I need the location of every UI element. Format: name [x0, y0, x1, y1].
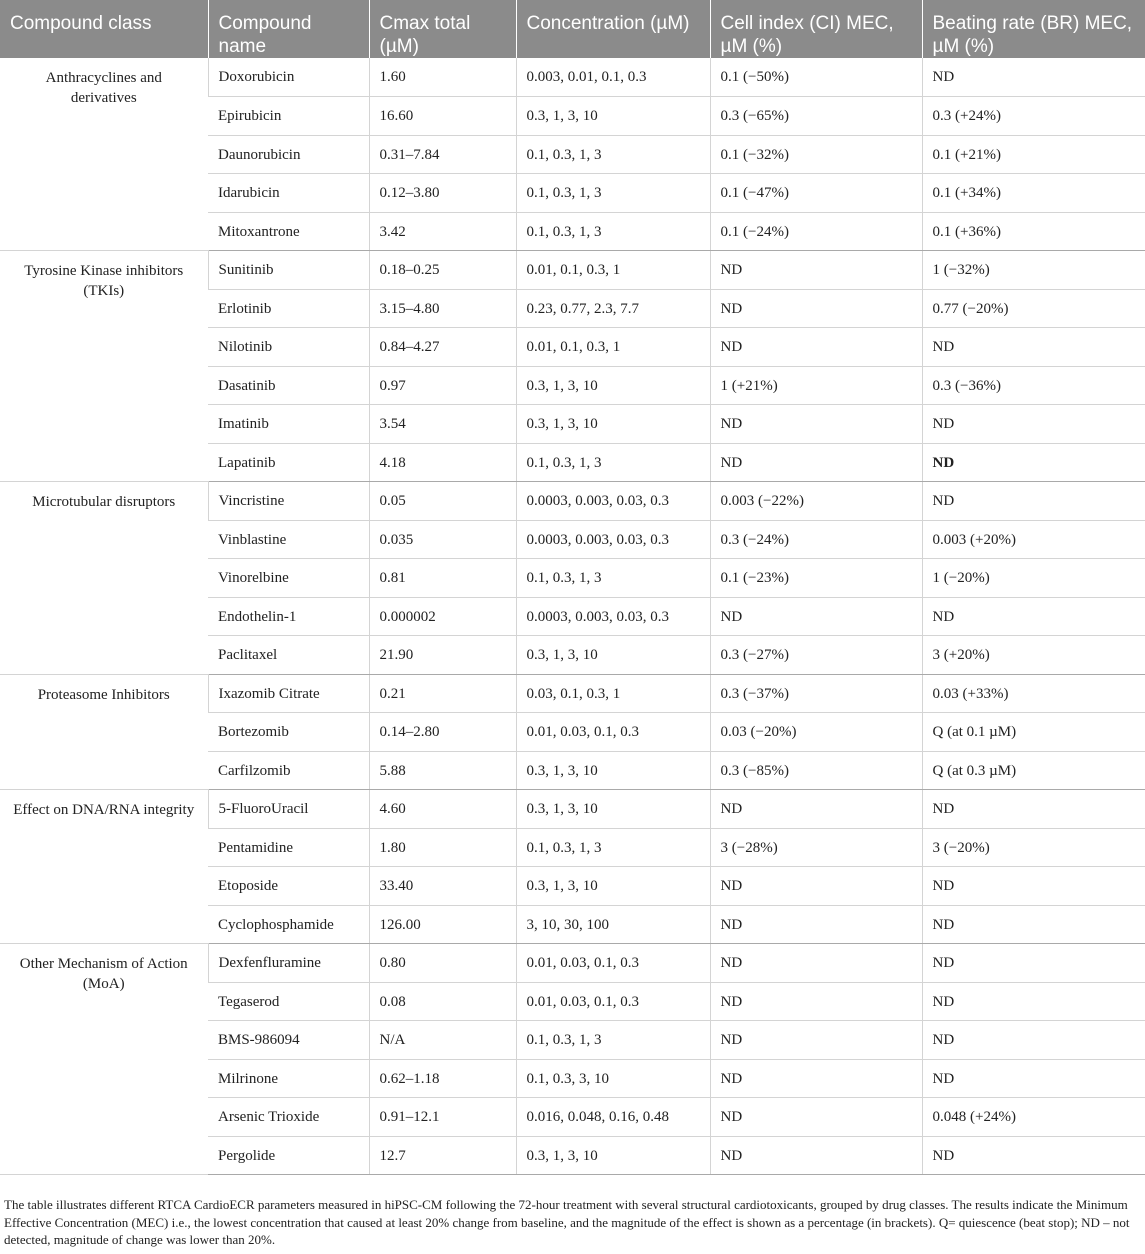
beating-rate-mec-cell: ND [922, 1021, 1145, 1060]
cell-index-mec-cell: 0.1 (−23%) [710, 559, 922, 598]
concentration-cell: 0.3, 1, 3, 10 [516, 97, 710, 136]
compound-class-cell: Anthracyclines and derivatives [0, 58, 208, 251]
concentration-cell: 0.01, 0.03, 0.1, 0.3 [516, 944, 710, 983]
beating-rate-mec-cell: ND [922, 867, 1145, 906]
beating-rate-mec-cell: 1 (−20%) [922, 559, 1145, 598]
compound-class-cell: Tyrosine Kinase inhibitors (TKIs) [0, 251, 208, 482]
compound-name-cell: Lapatinib [208, 443, 369, 482]
cell-index-mec-cell: ND [710, 328, 922, 367]
beating-rate-mec-cell: ND [922, 982, 1145, 1021]
compound-name-cell: Cyclophosphamide [208, 905, 369, 944]
concentration-cell: 0.1, 0.3, 1, 3 [516, 1021, 710, 1060]
cell-index-mec-cell: 0.3 (−37%) [710, 674, 922, 713]
beating-rate-mec-cell: Q (at 0.3 µM) [922, 751, 1145, 790]
beating-rate-mec-cell: ND [922, 405, 1145, 444]
concentration-cell: 0.01, 0.1, 0.3, 1 [516, 251, 710, 290]
header-compound-name: Compound name [208, 0, 369, 58]
concentration-cell: 3, 10, 30, 100 [516, 905, 710, 944]
header-compound-class: Compound class [0, 0, 208, 58]
compound-name-cell: Nilotinib [208, 328, 369, 367]
concentration-cell: 0.3, 1, 3, 10 [516, 751, 710, 790]
cmax-total-cell: 0.08 [369, 982, 516, 1021]
table-row [0, 944, 1145, 983]
cmax-total-cell: 126.00 [369, 905, 516, 944]
header-cell-index-mec: Cell index (CI) MEC, µM (%) [710, 0, 922, 58]
compound-class-cell: Proteasome Inhibitors [0, 674, 208, 790]
concentration-cell: 0.0003, 0.003, 0.03, 0.3 [516, 597, 710, 636]
cmax-total-cell: 0.81 [369, 559, 516, 598]
beating-rate-mec-cell: ND [922, 58, 1145, 97]
compound-name-cell: 5-FluoroUracil [208, 790, 369, 829]
beating-rate-mec-cell: 0.003 (+20%) [922, 520, 1145, 559]
concentration-cell: 0.3, 1, 3, 10 [516, 405, 710, 444]
cmax-total-cell: 4.18 [369, 443, 516, 482]
cell-index-mec-cell: 0.3 (−24%) [710, 520, 922, 559]
cell-index-mec-cell: ND [710, 251, 922, 290]
cmax-total-cell: 16.60 [369, 97, 516, 136]
beating-rate-mec-cell: ND [922, 443, 1145, 482]
cell-index-mec-cell: 0.1 (−24%) [710, 212, 922, 251]
cmax-total-cell: 0.12–3.80 [369, 174, 516, 213]
cell-index-mec-cell: ND [710, 1021, 922, 1060]
compound-name-cell: Dasatinib [208, 366, 369, 405]
concentration-cell: 0.01, 0.03, 0.1, 0.3 [516, 982, 710, 1021]
compound-name-cell: Erlotinib [208, 289, 369, 328]
compound-name-cell: Epirubicin [208, 97, 369, 136]
compound-class-cell: Effect on DNA/RNA integrity [0, 790, 208, 944]
cmax-total-cell: 1.60 [369, 58, 516, 97]
cmax-total-cell: N/A [369, 1021, 516, 1060]
concentration-cell: 0.01, 0.1, 0.3, 1 [516, 328, 710, 367]
concentration-cell: 0.0003, 0.003, 0.03, 0.3 [516, 482, 710, 521]
cell-index-mec-cell: 3 (−28%) [710, 828, 922, 867]
cell-index-mec-cell: 0.1 (−32%) [710, 135, 922, 174]
concentration-cell: 0.3, 1, 3, 10 [516, 366, 710, 405]
table-row [0, 58, 1145, 97]
cell-index-mec-cell: ND [710, 597, 922, 636]
cell-index-mec-cell: ND [710, 1059, 922, 1098]
compound-name-cell: Mitoxantrone [208, 212, 369, 251]
beating-rate-mec-cell: Q (at 0.1 µM) [922, 713, 1145, 752]
cell-index-mec-cell: 0.1 (−50%) [710, 58, 922, 97]
cmax-total-cell: 0.91–12.1 [369, 1098, 516, 1137]
beating-rate-mec-cell: ND [922, 1136, 1145, 1175]
cell-index-mec-cell: 0.3 (−85%) [710, 751, 922, 790]
cmax-total-cell: 3.54 [369, 405, 516, 444]
concentration-cell: 0.1, 0.3, 1, 3 [516, 174, 710, 213]
cmax-total-cell: 0.035 [369, 520, 516, 559]
beating-rate-mec-cell: 0.1 (+21%) [922, 135, 1145, 174]
cmax-total-cell: 4.60 [369, 790, 516, 829]
beating-rate-mec-cell: 0.77 (−20%) [922, 289, 1145, 328]
cmax-total-cell: 0.97 [369, 366, 516, 405]
compound-name-cell: Paclitaxel [208, 636, 369, 675]
beating-rate-mec-cell: ND [922, 328, 1145, 367]
concentration-cell: 0.1, 0.3, 3, 10 [516, 1059, 710, 1098]
beating-rate-mec-cell: ND [922, 944, 1145, 983]
compound-name-cell: Pentamidine [208, 828, 369, 867]
beating-rate-mec-cell: 0.1 (+36%) [922, 212, 1145, 251]
cmax-total-cell: 0.21 [369, 674, 516, 713]
compound-name-cell: Tegaserod [208, 982, 369, 1021]
cell-index-mec-cell: ND [710, 405, 922, 444]
cell-index-mec-cell: ND [710, 944, 922, 983]
concentration-cell: 0.1, 0.3, 1, 3 [516, 443, 710, 482]
cell-index-mec-cell: ND [710, 1098, 922, 1137]
beating-rate-mec-cell: 0.1 (+34%) [922, 174, 1145, 213]
concentration-cell: 0.3, 1, 3, 10 [516, 1136, 710, 1175]
table-footnote: The table illustrates different RTCA CardioECR parameters measured in hiPSC-CM following the 72-hour treatment with several structural cardiotoxicants, grouped by drug classes. The results indicate the Minimum Effective Concentration (MEC) i.e., the lowest concentration that caused at least 20% change from baseline, and the magnitude of the effect is shown as a percentage (in brackets). Q= quiescence (beat stop); ND – not detected, magnitude of change was lower than 20%. [4, 1197, 1130, 1247]
compound-name-cell: Daunorubicin [208, 135, 369, 174]
cmax-total-cell: 33.40 [369, 867, 516, 906]
beating-rate-mec-cell: 3 (+20%) [922, 636, 1145, 675]
beating-rate-mec-cell: 3 (−20%) [922, 828, 1145, 867]
compound-name-cell: Arsenic Trioxide [208, 1098, 369, 1137]
header-cmax-total: Cmax total (µM) [369, 0, 516, 58]
compound-name-cell: Imatinib [208, 405, 369, 444]
cmax-total-cell: 5.88 [369, 751, 516, 790]
cmax-total-cell: 0.05 [369, 482, 516, 521]
cmax-total-cell: 0.18–0.25 [369, 251, 516, 290]
table-row [0, 674, 1145, 713]
cmax-total-cell: 0.31–7.84 [369, 135, 516, 174]
concentration-cell: 0.01, 0.03, 0.1, 0.3 [516, 713, 710, 752]
compound-name-cell: Idarubicin [208, 174, 369, 213]
compound-name-cell: Bortezomib [208, 713, 369, 752]
compound-name-cell: Carfilzomib [208, 751, 369, 790]
compound-name-cell: Vinorelbine [208, 559, 369, 598]
concentration-cell: 0.1, 0.3, 1, 3 [516, 828, 710, 867]
beating-rate-mec-cell: ND [922, 790, 1145, 829]
table-row [0, 482, 1145, 521]
beating-rate-mec-cell: 0.03 (+33%) [922, 674, 1145, 713]
compound-name-cell: Endothelin-1 [208, 597, 369, 636]
beating-rate-mec-cell: 1 (−32%) [922, 251, 1145, 290]
cell-index-mec-cell: 0.3 (−27%) [710, 636, 922, 675]
header-beating-rate-mec: Beating rate (BR) MEC, µM (%) [922, 0, 1145, 58]
cell-index-mec-cell: ND [710, 1136, 922, 1175]
cell-index-mec-cell: ND [710, 982, 922, 1021]
cmax-total-cell: 0.84–4.27 [369, 328, 516, 367]
compound-name-cell: Ixazomib Citrate [208, 674, 369, 713]
beating-rate-mec-cell: 0.3 (−36%) [922, 366, 1145, 405]
compound-class-cell: Microtubular disruptors [0, 482, 208, 675]
concentration-cell: 0.003, 0.01, 0.1, 0.3 [516, 58, 710, 97]
compound-name-cell: Vinblastine [208, 520, 369, 559]
concentration-cell: 0.3, 1, 3, 10 [516, 790, 710, 829]
beating-rate-mec-cell: 0.048 (+24%) [922, 1098, 1145, 1137]
compound-name-cell: Sunitinib [208, 251, 369, 290]
concentration-cell: 0.03, 0.1, 0.3, 1 [516, 674, 710, 713]
beating-rate-mec-cell: ND [922, 1059, 1145, 1098]
concentration-cell: 0.1, 0.3, 1, 3 [516, 135, 710, 174]
beating-rate-mec-cell: ND [922, 597, 1145, 636]
concentration-cell: 0.23, 0.77, 2.3, 7.7 [516, 289, 710, 328]
cell-index-mec-cell: ND [710, 443, 922, 482]
table-row [0, 251, 1145, 290]
cell-index-mec-cell: ND [710, 905, 922, 944]
cmax-total-cell: 0.000002 [369, 597, 516, 636]
compound-name-cell: Milrinone [208, 1059, 369, 1098]
cmax-total-cell: 12.7 [369, 1136, 516, 1175]
header-row [0, 0, 1145, 58]
cell-index-mec-cell: ND [710, 289, 922, 328]
beating-rate-mec-cell: ND [922, 905, 1145, 944]
table-row [0, 790, 1145, 829]
compound-name-cell: Etoposide [208, 867, 369, 906]
cmax-total-cell: 0.62–1.18 [369, 1059, 516, 1098]
compound-name-cell: Pergolide [208, 1136, 369, 1175]
cell-index-mec-cell: 0.3 (−65%) [710, 97, 922, 136]
cmax-total-cell: 0.14–2.80 [369, 713, 516, 752]
compound-name-cell: BMS-986094 [208, 1021, 369, 1060]
cell-index-mec-cell: 0.003 (−22%) [710, 482, 922, 521]
cell-index-mec-cell: 0.03 (−20%) [710, 713, 922, 752]
cmax-total-cell: 0.80 [369, 944, 516, 983]
concentration-cell: 0.0003, 0.003, 0.03, 0.3 [516, 520, 710, 559]
table-body [0, 58, 1145, 1175]
cmax-total-cell: 21.90 [369, 636, 516, 675]
concentration-cell: 0.1, 0.3, 1, 3 [516, 212, 710, 251]
cell-index-mec-cell: 1 (+21%) [710, 366, 922, 405]
header-concentration: Concentration (µM) [516, 0, 710, 58]
compound-name-cell: Doxorubicin [208, 58, 369, 97]
cell-index-mec-cell: 0.1 (−47%) [710, 174, 922, 213]
cmax-total-cell: 3.42 [369, 212, 516, 251]
beating-rate-mec-cell: 0.3 (+24%) [922, 97, 1145, 136]
cell-index-mec-cell: ND [710, 790, 922, 829]
compound-class-cell: Other Mechanism of Action (MoA) [0, 944, 208, 1175]
concentration-cell: 0.1, 0.3, 1, 3 [516, 559, 710, 598]
compound-name-cell: Vincristine [208, 482, 369, 521]
concentration-cell: 0.3, 1, 3, 10 [516, 867, 710, 906]
cmax-total-cell: 3.15–4.80 [369, 289, 516, 328]
compound-name-cell: Dexfenfluramine [208, 944, 369, 983]
concentration-cell: 0.016, 0.048, 0.16, 0.48 [516, 1098, 710, 1137]
beating-rate-mec-cell: ND [922, 482, 1145, 521]
cmax-total-cell: 1.80 [369, 828, 516, 867]
cell-index-mec-cell: ND [710, 867, 922, 906]
concentration-cell: 0.3, 1, 3, 10 [516, 636, 710, 675]
